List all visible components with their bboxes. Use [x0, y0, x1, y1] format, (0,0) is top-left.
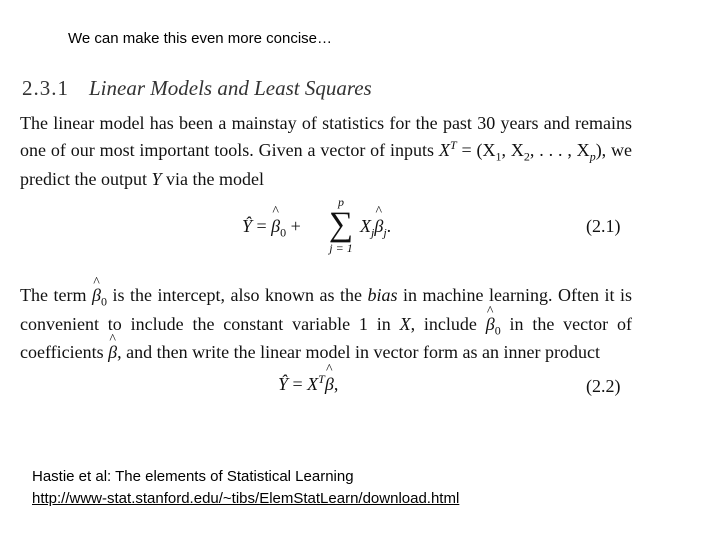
paragraph-intercept: The term ^ $\beta_0$ is the intercept, also known as the bias in machine learning. Often it is convenient to include the constant variable 1 in X, include ^ $\beta_0$ in the vector of coefficients ^ β, and then write the linear model in vector form as an inner product: [20, 284, 632, 363]
equation-2-2: Ŷ = $X^T\^{}$ β,: [278, 372, 338, 395]
citation: [32, 466, 459, 510]
equation-number-2-1: (2.1): [586, 216, 621, 236]
sigma-symbol: ∑: [328, 206, 354, 243]
section-title: [22, 76, 372, 101]
y-hat: Ŷ: [242, 216, 253, 236]
paragraph-linear-model: The linear model has been a mainstay of statistics for the past 30 years and remains one of our most important tools. Given a vector of inputs $X^T = (X_1$, $X_2$, . . . , $X_p$), we predict the output Y via the model: [20, 113, 633, 189]
beta-hat-zero: ^ β: [271, 216, 280, 237]
citation-text: Hastie et al: The elements of Statistical Learning: [32, 468, 354, 485]
section-name: Linear Models and Least Squares: [89, 76, 372, 100]
equation-number-2-2: (2.2): [586, 376, 621, 396]
book-excerpt: [20, 72, 640, 412]
slide-heading: We can make this even more concise…: [68, 30, 333, 47]
citation-link[interactable]: http://www-stat.stanford.edu/~tibs/ElemStatLearn/download.html: [32, 490, 460, 507]
equation-2-1: Ŷ = ^ $\beta_0$ + p ∑ j = 1 $X_j\^{}$ $\beta_j$.: [242, 196, 442, 266]
summation: p ∑ j = 1: [326, 196, 356, 254]
section-number: 2.3.1: [22, 76, 69, 100]
